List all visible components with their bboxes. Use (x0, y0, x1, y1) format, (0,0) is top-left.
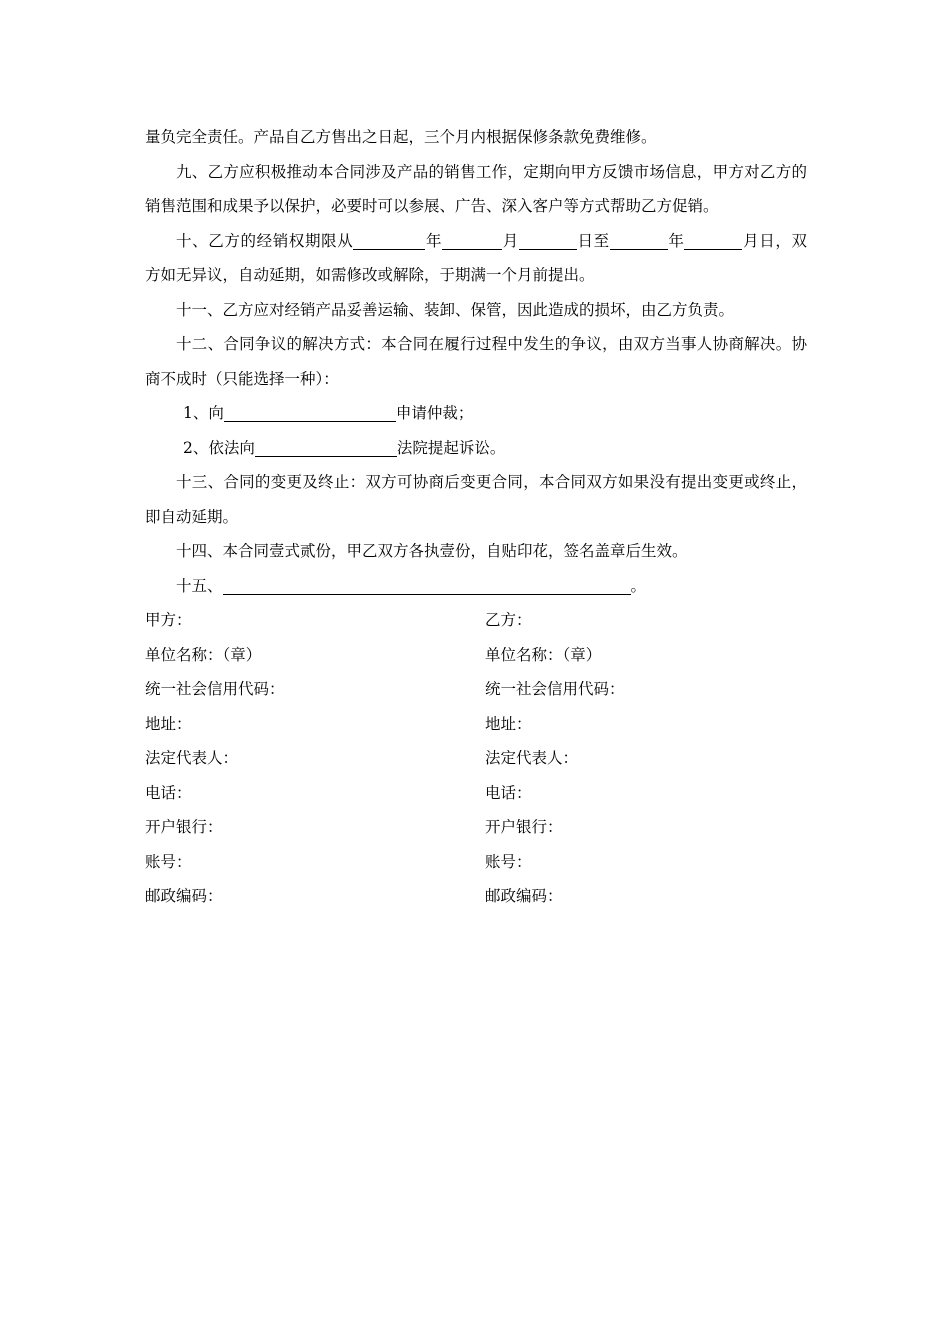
end-year-label: 年 (667, 231, 685, 250)
party-a-postcode: 邮政编码： (145, 887, 223, 905)
start-day-to-label: 日至 (576, 231, 610, 250)
clause-9: 九、乙方应积极推动本合同涉及产品的销售工作，定期向甲方反馈市场信息，甲方对乙方的销售范围和成果予以保护，必要时可以参展、广告、深入客户等方式帮助乙方促销。 (145, 162, 807, 215)
arbitration-body-blank[interactable] (224, 401, 396, 422)
end-month-label: 月 (742, 231, 760, 250)
end-year-blank[interactable] (610, 229, 668, 250)
option-1-prefix: 1、向 (183, 404, 224, 422)
option-2-prefix: 2、依法向 (183, 438, 255, 457)
party-b-unit: 单位名称：（章） (485, 645, 602, 664)
party-a-address: 地址： (145, 714, 192, 733)
dispute-option-1 (145, 396, 807, 431)
party-a-bank: 开户银行： (145, 818, 223, 836)
clause-15-suffix: 。 (630, 576, 647, 595)
start-month-label: 月 (502, 231, 519, 250)
party-b-bank: 开户银行： (485, 818, 563, 836)
option-1-suffix: 申请仲裁； (395, 404, 474, 422)
start-month-blank[interactable] (442, 229, 502, 250)
party-b-phone: 电话： (485, 783, 532, 802)
party-b-title: 乙方： (485, 611, 532, 629)
clause-continuation: 量负完全责任。产品自乙方售出之日起，三个月内根据保修条款免费维修。 (145, 128, 657, 146)
clause-11: 十一、乙方应对经销产品妥善运输、装卸、保管，因此造成的损坏，由乙方负责。 (176, 300, 735, 319)
clause-12: 十二、合同争议的解决方式：本合同在履行过程中发生的争议，由双方当事人协商解决。协商不成时（只能选择一种）： (145, 335, 807, 388)
party-b-account: 账号： (485, 852, 532, 871)
clause-15 (145, 569, 807, 604)
party-b-address: 地址： (485, 714, 532, 733)
clause-15-blank[interactable] (223, 574, 631, 595)
clause-10-prefix: 十、乙方的经销权期限从 (176, 231, 354, 250)
end-month-blank[interactable] (684, 229, 742, 250)
option-2-suffix: 法院提起诉讼。 (396, 438, 506, 457)
party-a-unit: 单位名称：（章） (145, 645, 262, 664)
party-a-account: 账号： (145, 852, 192, 871)
party-b-legal-rep: 法定代表人： (485, 749, 579, 767)
party-a-phone: 电话： (145, 783, 192, 802)
dispute-option-2 (145, 431, 807, 466)
clause-10-suffix: 日，双方如无异议，自动延期，如需修改或解除，于期满一个月前提出。 (145, 231, 807, 284)
party-b-postcode: 邮政编码： (485, 887, 563, 905)
clause-15-prefix: 十五、 (176, 576, 223, 595)
clause-13: 十三、合同的变更及终止：双方可协商后变更合同，本合同双方如果没有提出变更或终止，即自动延期。 (145, 473, 807, 526)
party-a-credit-code: 统一社会信用代码： (145, 680, 285, 698)
party-a-legal-rep: 法定代表人： (145, 749, 239, 767)
party-b-column (485, 603, 807, 914)
party-a-column (145, 603, 485, 914)
court-blank[interactable] (255, 436, 397, 457)
clause-10 (145, 224, 807, 293)
party-b-credit-code: 统一社会信用代码： (485, 680, 625, 698)
start-day-blank[interactable] (519, 229, 577, 250)
start-year-blank[interactable] (353, 229, 425, 250)
start-year-label: 年 (425, 231, 443, 250)
signature-block (145, 603, 807, 914)
contract-body (145, 120, 807, 914)
clause-14: 十四、本合同壹式贰份，甲乙双方各执壹份，自贴印花，签名盖章后生效。 (176, 542, 688, 560)
party-a-title: 甲方： (145, 611, 192, 629)
